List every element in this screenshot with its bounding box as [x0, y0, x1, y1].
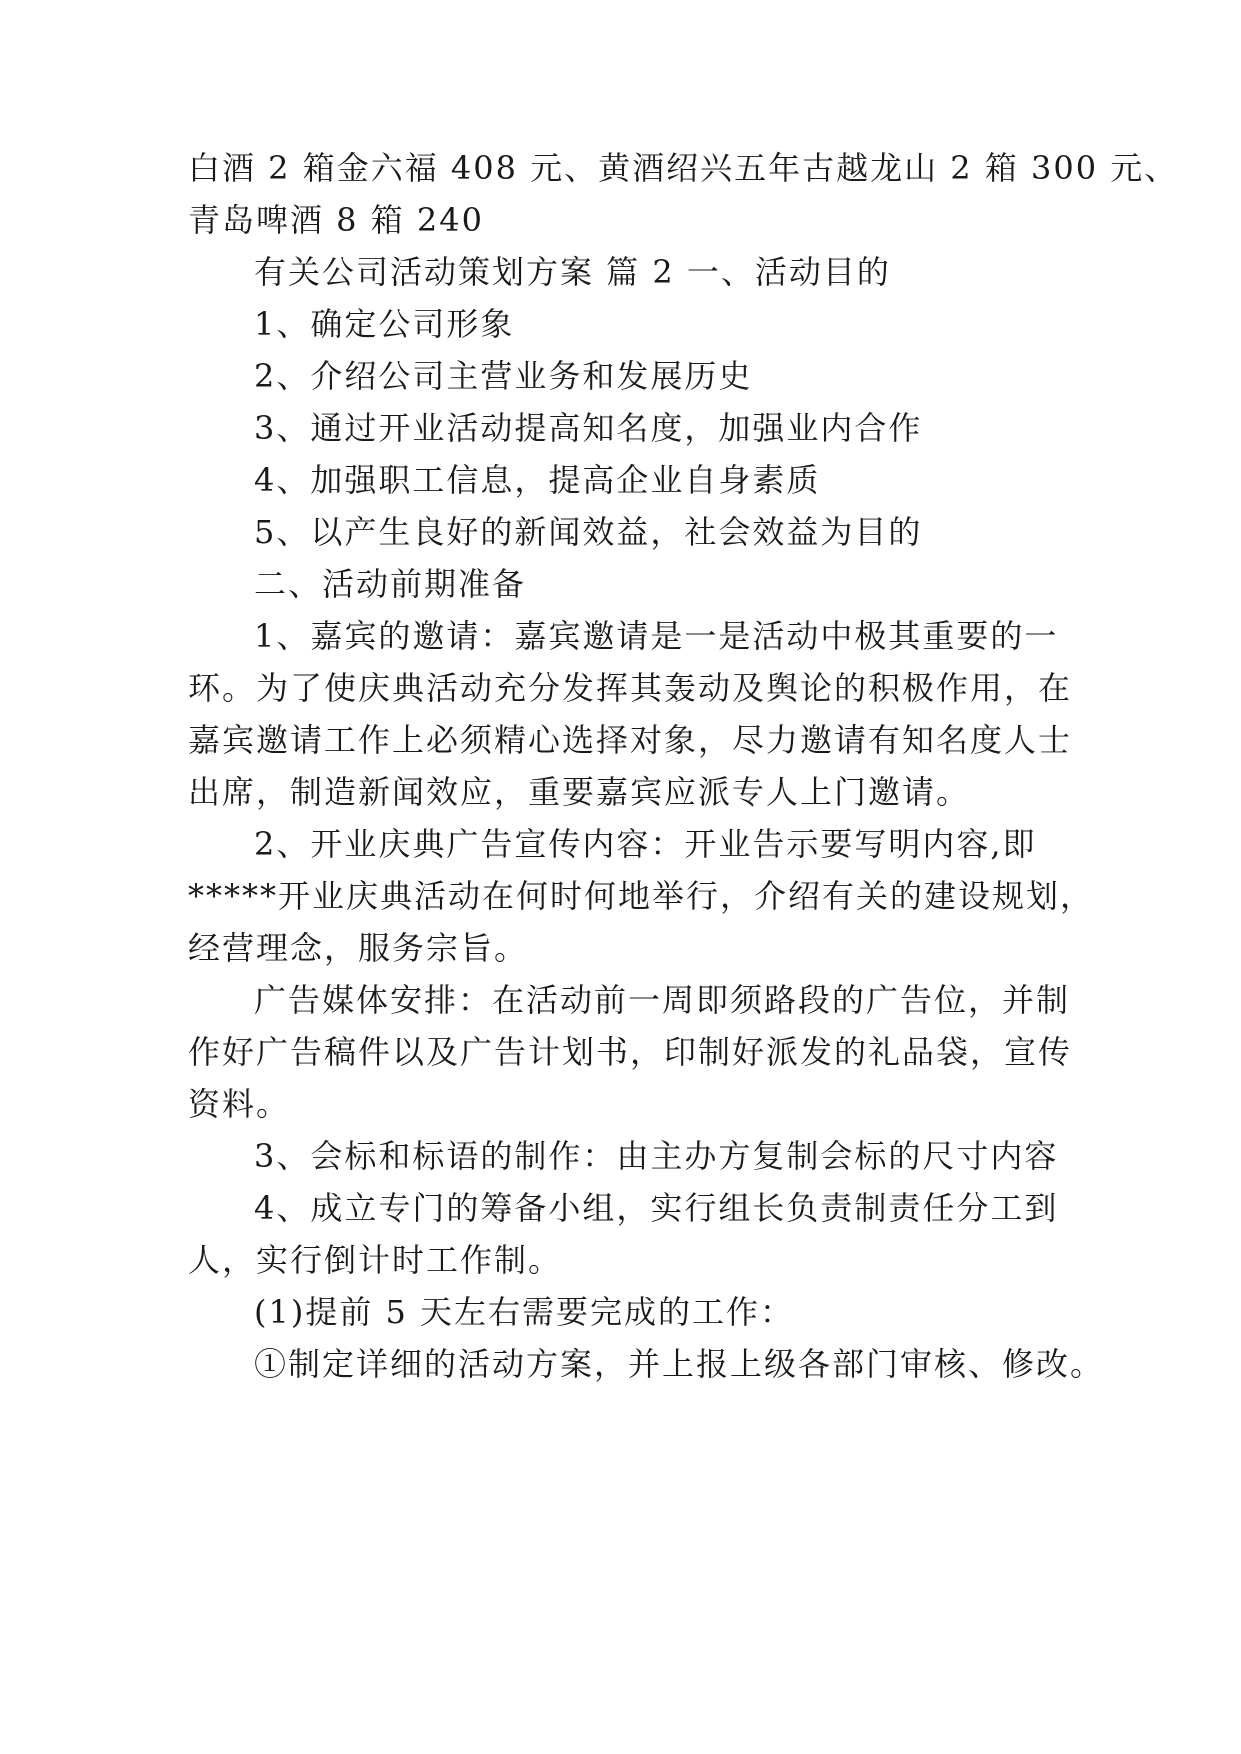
text-line: 青岛啤酒 8 箱 240 [188, 201, 484, 239]
text-line: 5、以产生良好的新闻效益，社会效益为目的 [254, 513, 923, 551]
text-line: 嘉宾邀请工作上必须精心选择对象，尽力邀请有知名度人士 [188, 721, 1073, 759]
text-line: 环。为了使庆典活动充分发挥其轰动及舆论的积极作用，在 [188, 669, 1073, 707]
text-line: *****开业庆典活动在何时何地举行，介绍有关的建设规划， [188, 877, 1095, 915]
text-line: 3、会标和标语的制作：由主办方复制会标的尺寸内容 [254, 1137, 1059, 1175]
text-line: 1、嘉宾的邀请：嘉宾邀请是一是活动中极其重要的一 [254, 617, 1059, 655]
text-line: 白酒 2 箱金六福 408 元、黄酒绍兴五年古越龙山 2 箱 300 元、 [188, 149, 1179, 187]
section-heading: 二、活动前期准备 [254, 565, 527, 603]
section-heading: 有关公司活动策划方案 篇 2 一、活动目的 [254, 253, 891, 291]
text-line: 1、确定公司形象 [254, 305, 515, 343]
text-line: 经营理念，服务宗旨。 [188, 929, 529, 967]
text-line: 出席，制造新闻效应，重要嘉宾应派专人上门邀请。 [188, 773, 971, 811]
text-line: 4、加强职工信息，提高企业自身素质 [254, 461, 821, 499]
text-line: 2、开业庆典广告宣传内容：开业告示要写明内容,即 [254, 825, 1037, 863]
text-line: 资料。 [188, 1085, 291, 1123]
text-line: 4、成立专门的筹备小组，实行组长负责制责任分工到 [254, 1189, 1059, 1227]
text-line: (1)提前 5 天左右需要完成的工作： [254, 1293, 795, 1331]
text-line: 3、通过开业活动提高知名度，加强业内合作 [254, 409, 923, 447]
text-line: ①制定详细的活动方案，并上报上级各部门审核、修改。 [254, 1345, 1105, 1383]
text-line: 作好广告稿件以及广告计划书，印制好派发的礼品袋，宣传 [188, 1033, 1073, 1071]
text-line: 人，实行倒计时工作制。 [188, 1241, 563, 1279]
text-line: 2、介绍公司主营业务和发展历史 [254, 357, 753, 395]
text-line: 广告媒体安排：在活动前一周即须路段的广告位，并制 [254, 981, 1071, 1019]
